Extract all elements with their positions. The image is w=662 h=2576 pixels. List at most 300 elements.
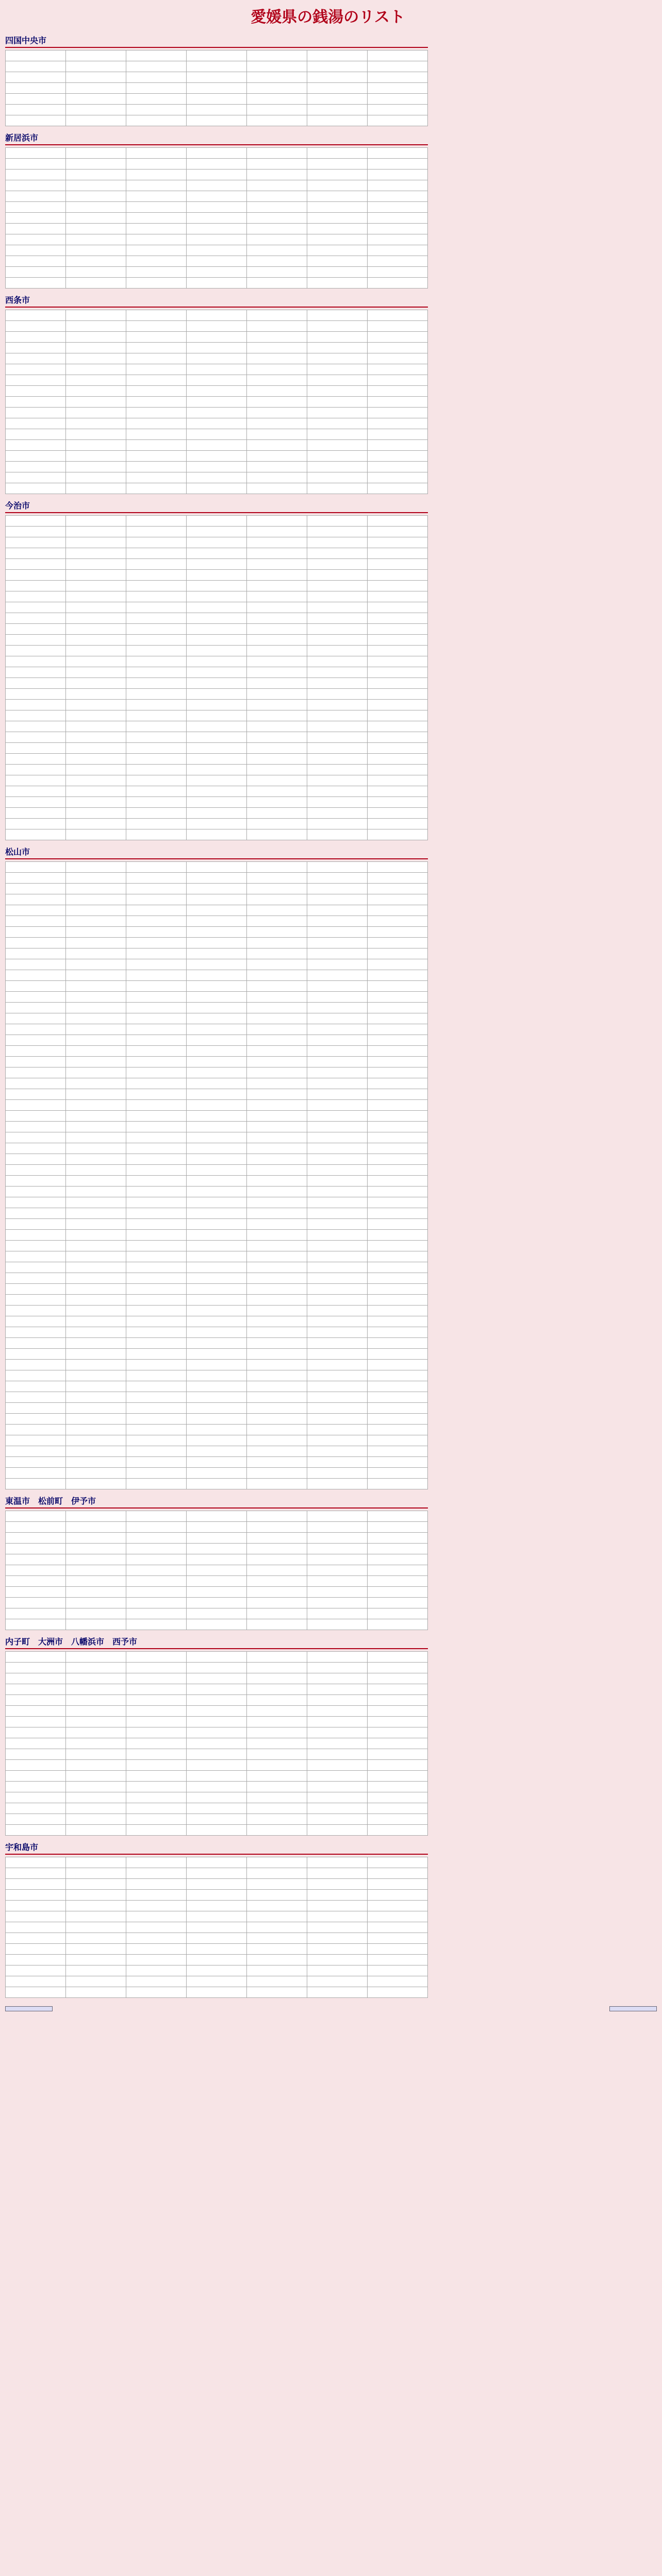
- table-cell: [307, 1987, 368, 1998]
- table-cell: [126, 1522, 187, 1533]
- table-cell: [6, 732, 66, 743]
- table-cell: [307, 94, 368, 105]
- table-cell: [187, 1176, 247, 1187]
- table-cell: [6, 591, 66, 602]
- table-cell: [6, 245, 66, 256]
- table-cell: [187, 927, 247, 938]
- table-cell: [187, 1197, 247, 1208]
- table-cell: [187, 1792, 247, 1803]
- table-cell: [6, 343, 66, 353]
- table-cell: [187, 50, 247, 61]
- table-cell: [187, 451, 247, 462]
- table-row: [6, 1879, 428, 1890]
- table-cell: [247, 256, 307, 267]
- table-cell: [6, 408, 66, 418]
- table-cell: [187, 170, 247, 180]
- table-cell: [6, 1273, 66, 1284]
- table-cell: [187, 1230, 247, 1241]
- table-cell: [247, 1219, 307, 1230]
- table-cell: [368, 1089, 428, 1100]
- table-cell: [187, 1046, 247, 1057]
- table-cell: [368, 1251, 428, 1262]
- table-cell: [187, 224, 247, 234]
- table-cell: [6, 1165, 66, 1176]
- table-cell: [126, 1306, 187, 1316]
- table-row: [6, 1771, 428, 1782]
- table-cell: [66, 408, 126, 418]
- table-cell: [126, 1533, 187, 1544]
- table-cell: [368, 1922, 428, 1933]
- table-cell: [126, 1046, 187, 1057]
- table-cell: [66, 1911, 126, 1922]
- table-cell: [307, 1241, 368, 1251]
- table-cell: [307, 1219, 368, 1230]
- table-cell: [187, 1522, 247, 1533]
- table-cell: [187, 1457, 247, 1468]
- table-cell: [368, 591, 428, 602]
- table-row: [6, 1868, 428, 1879]
- table-cell: [247, 1652, 307, 1663]
- table-row: [6, 1511, 428, 1522]
- table-cell: [66, 1154, 126, 1165]
- table-cell: [247, 418, 307, 429]
- table-cell: [307, 1132, 368, 1143]
- table-cell: [247, 1241, 307, 1251]
- table-cell: [126, 1067, 187, 1078]
- table-cell: [187, 1262, 247, 1273]
- table-cell: [187, 1414, 247, 1425]
- table-cell: [126, 386, 187, 397]
- table-cell: [187, 1024, 247, 1035]
- table-row: [6, 754, 428, 765]
- table-cell: [307, 1176, 368, 1187]
- table-cell: [126, 905, 187, 916]
- table-cell: [368, 1608, 428, 1619]
- table-cell: [6, 1435, 66, 1446]
- table-cell: [368, 1143, 428, 1154]
- table-cell: [307, 667, 368, 678]
- table-cell: [6, 83, 66, 94]
- table-cell: [187, 1435, 247, 1446]
- table-cell: [187, 1965, 247, 1976]
- table-cell: [368, 180, 428, 191]
- table-cell: [307, 700, 368, 710]
- table-cell: [6, 1792, 66, 1803]
- table-cell: [247, 1782, 307, 1792]
- table-cell: [368, 1425, 428, 1435]
- table-cell: [6, 1392, 66, 1403]
- table-cell: [66, 105, 126, 115]
- table-cell: [368, 646, 428, 656]
- table-cell: [126, 1544, 187, 1554]
- table-cell: [247, 180, 307, 191]
- table-cell: [6, 1901, 66, 1911]
- table-cell: [126, 1695, 187, 1706]
- table-cell: [6, 1479, 66, 1489]
- table-cell: [247, 148, 307, 159]
- table-cell: [187, 1273, 247, 1284]
- table-cell: [6, 743, 66, 754]
- table-cell: [6, 710, 66, 721]
- table-cell: [66, 765, 126, 775]
- table-row: [6, 1544, 428, 1554]
- table-cell: [247, 1522, 307, 1533]
- table-cell: [66, 1284, 126, 1295]
- table-cell: [368, 959, 428, 970]
- table-cell: [66, 938, 126, 948]
- table-cell: [307, 1360, 368, 1370]
- table-cell: [368, 440, 428, 451]
- table-cell: [307, 1857, 368, 1868]
- table-row: [6, 732, 428, 743]
- table-cell: [66, 213, 126, 224]
- table-row: [6, 527, 428, 537]
- table-cell: [247, 797, 307, 808]
- table-cell: [368, 1349, 428, 1360]
- table-cell: [247, 646, 307, 656]
- table-cell: [247, 1771, 307, 1782]
- table-row: [6, 1457, 428, 1468]
- table-cell: [6, 1727, 66, 1738]
- table-cell: [66, 1013, 126, 1024]
- table-cell: [368, 191, 428, 202]
- table-cell: [187, 1381, 247, 1392]
- table-cell: [126, 1327, 187, 1338]
- table-cell: [368, 1522, 428, 1533]
- table-cell: [187, 180, 247, 191]
- table-cell: [6, 1176, 66, 1187]
- table-cell: [307, 1576, 368, 1587]
- table-cell: [6, 624, 66, 635]
- table-cell: [307, 1003, 368, 1013]
- table-cell: [368, 1868, 428, 1879]
- table-cell: [6, 72, 66, 83]
- table-cell: [247, 1165, 307, 1176]
- table-row: [6, 678, 428, 689]
- table-cell: [6, 1576, 66, 1587]
- table-row: [6, 1165, 428, 1176]
- table-cell: [6, 1533, 66, 1544]
- table-cell: [368, 635, 428, 646]
- table-cell: [6, 191, 66, 202]
- table-cell: [6, 548, 66, 559]
- table-cell: [6, 948, 66, 959]
- table-cell: [368, 1035, 428, 1046]
- table-cell: [126, 202, 187, 213]
- table-row: [6, 1197, 428, 1208]
- table-cell: [126, 862, 187, 873]
- table-cell: [307, 1554, 368, 1565]
- table-row: [6, 775, 428, 786]
- table-cell: [6, 1922, 66, 1933]
- table-cell: [368, 1111, 428, 1122]
- table-cell: [307, 591, 368, 602]
- table-cell: [247, 754, 307, 765]
- table-cell: [6, 213, 66, 224]
- table-cell: [368, 375, 428, 386]
- table-cell: [187, 905, 247, 916]
- table-row: [6, 1381, 428, 1392]
- table-cell: [187, 1944, 247, 1955]
- table-cell: [126, 1825, 187, 1836]
- table-cell: [187, 602, 247, 613]
- table-cell: [66, 1479, 126, 1489]
- table-row: [6, 1284, 428, 1295]
- table-cell: [307, 1976, 368, 1987]
- table-cell: [126, 970, 187, 981]
- table-cell: [187, 667, 247, 678]
- table-cell: [368, 1273, 428, 1284]
- table-cell: [6, 1003, 66, 1013]
- table-cell: [307, 1262, 368, 1273]
- table-cell: [6, 1976, 66, 1987]
- table-row: [6, 1425, 428, 1435]
- table-cell: [187, 948, 247, 959]
- table-cell: [126, 1479, 187, 1489]
- table-cell: [126, 1295, 187, 1306]
- table-cell: [368, 938, 428, 948]
- table-cell: [66, 483, 126, 494]
- table-cell: [126, 743, 187, 754]
- table-cell: [187, 1035, 247, 1046]
- table-cell: [126, 667, 187, 678]
- table-cell: [247, 721, 307, 732]
- table-cell: [126, 1078, 187, 1089]
- table-cell: [66, 256, 126, 267]
- table-cell: [368, 1803, 428, 1814]
- table-cell: [368, 1024, 428, 1035]
- table-cell: [368, 678, 428, 689]
- table-cell: [66, 581, 126, 591]
- table-cell: [126, 94, 187, 105]
- table-cell: [66, 1792, 126, 1803]
- table-cell: [66, 1273, 126, 1284]
- table-cell: [6, 635, 66, 646]
- table-cell: [187, 1208, 247, 1219]
- table-cell: [247, 1262, 307, 1273]
- table-cell: [126, 548, 187, 559]
- table-cell: [307, 559, 368, 570]
- table-cell: [66, 1522, 126, 1533]
- table-cell: [66, 829, 126, 840]
- table-cell: [187, 1987, 247, 1998]
- table-cell: [187, 343, 247, 353]
- table-cell: [187, 1576, 247, 1587]
- table-row: [6, 1717, 428, 1727]
- table-cell: [247, 191, 307, 202]
- table-row: [6, 1987, 428, 1998]
- table-cell: [307, 786, 368, 797]
- table-cell: [368, 1511, 428, 1522]
- table-row: [6, 581, 428, 591]
- table-cell: [66, 948, 126, 959]
- table-cell: [66, 159, 126, 170]
- table-row: [6, 1230, 428, 1241]
- table-cell: [66, 170, 126, 180]
- table-cell: [66, 1392, 126, 1403]
- table-cell: [126, 1230, 187, 1241]
- table-cell: [126, 1749, 187, 1760]
- table-cell: [126, 1738, 187, 1749]
- table-cell: [307, 905, 368, 916]
- table-row: [6, 1554, 428, 1565]
- table-cell: [247, 624, 307, 635]
- back-button[interactable]: [5, 2006, 53, 2011]
- table-cell: [6, 483, 66, 494]
- table-cell: [368, 1901, 428, 1911]
- table-cell: [126, 321, 187, 332]
- table-cell: [66, 1338, 126, 1349]
- table-row: [6, 451, 428, 462]
- table-cell: [368, 1262, 428, 1273]
- table-cell: [6, 1035, 66, 1046]
- table-cell: [247, 1457, 307, 1468]
- table-cell: [368, 948, 428, 959]
- table-cell: [6, 61, 66, 72]
- table-cell: [66, 613, 126, 624]
- area-heading: 松山市: [5, 845, 428, 859]
- table-cell: [66, 1554, 126, 1565]
- table-cell: [126, 819, 187, 829]
- table-row: [6, 646, 428, 656]
- table-cell: [6, 797, 66, 808]
- table-cell: [368, 483, 428, 494]
- table-cell: [66, 1814, 126, 1825]
- table-row: [6, 613, 428, 624]
- table-cell: [126, 894, 187, 905]
- table-cell: [307, 1165, 368, 1176]
- table-cell: [247, 581, 307, 591]
- table-cell: [247, 1295, 307, 1306]
- table-cell: [307, 1078, 368, 1089]
- table-row: [6, 548, 428, 559]
- table-cell: [6, 1078, 66, 1089]
- table-cell: [187, 1089, 247, 1100]
- table-cell: [187, 191, 247, 202]
- table-cell: [307, 1803, 368, 1814]
- table-cell: [187, 819, 247, 829]
- table-cell: [66, 775, 126, 786]
- table-cell: [187, 1749, 247, 1760]
- table-cell: [66, 678, 126, 689]
- table-cell: [307, 689, 368, 700]
- table-cell: [368, 1295, 428, 1306]
- table-row: [6, 1067, 428, 1078]
- table-row: [6, 397, 428, 408]
- table-cell: [187, 678, 247, 689]
- table-cell: [187, 1684, 247, 1695]
- table-cell: [307, 1392, 368, 1403]
- table-cell: [6, 1782, 66, 1792]
- table-cell: [187, 278, 247, 289]
- table-cell: [187, 1165, 247, 1176]
- table-cell: [247, 894, 307, 905]
- table-cell: [66, 1576, 126, 1587]
- table-cell: [307, 981, 368, 992]
- table-row: [6, 1933, 428, 1944]
- table-cell: [307, 1598, 368, 1608]
- table-cell: [307, 72, 368, 83]
- table-cell: [368, 1544, 428, 1554]
- table-cell: [368, 537, 428, 548]
- table-cell: [66, 386, 126, 397]
- table-cell: [368, 1533, 428, 1544]
- table-cell: [187, 1706, 247, 1717]
- table-cell: [368, 905, 428, 916]
- table-cell: [126, 765, 187, 775]
- table-cell: [126, 234, 187, 245]
- table-cell: [187, 1544, 247, 1554]
- table-row: [6, 1154, 428, 1165]
- table-cell: [247, 862, 307, 873]
- table-cell: [247, 548, 307, 559]
- table-cell: [66, 1749, 126, 1760]
- table-cell: [247, 591, 307, 602]
- table-cell: [187, 635, 247, 646]
- table-cell: [6, 667, 66, 678]
- table-cell: [126, 61, 187, 72]
- table-cell: [6, 765, 66, 775]
- table-cell: [6, 1132, 66, 1143]
- table-row: [6, 1911, 428, 1922]
- table-cell: [368, 1717, 428, 1727]
- table-cell: [247, 1868, 307, 1879]
- table-cell: [6, 1825, 66, 1836]
- table-cell: [368, 1619, 428, 1630]
- table-cell: [307, 1100, 368, 1111]
- table-cell: [66, 862, 126, 873]
- table-cell: [307, 1868, 368, 1879]
- table-cell: [368, 1825, 428, 1836]
- table-cell: [126, 1176, 187, 1187]
- table-row: [6, 1479, 428, 1489]
- table-cell: [307, 602, 368, 613]
- table-cell: [368, 1879, 428, 1890]
- table-cell: [368, 1598, 428, 1608]
- table-cell: [368, 927, 428, 938]
- table-cell: [66, 1187, 126, 1197]
- table-row: [6, 1749, 428, 1760]
- table-cell: [307, 429, 368, 440]
- table-cell: [126, 1944, 187, 1955]
- table-cell: [6, 1879, 66, 1890]
- table-cell: [247, 1890, 307, 1901]
- table-cell: [247, 1684, 307, 1695]
- table-cell: [307, 1046, 368, 1057]
- table-cell: [247, 1814, 307, 1825]
- home-button[interactable]: [609, 2006, 657, 2011]
- table-cell: [247, 353, 307, 364]
- table-cell: [187, 1241, 247, 1251]
- table-cell: [66, 548, 126, 559]
- table-cell: [66, 1208, 126, 1219]
- table-row: [6, 1435, 428, 1446]
- table-cell: [368, 1219, 428, 1230]
- table-cell: [126, 1132, 187, 1143]
- table-cell: [247, 1154, 307, 1165]
- table-cell: [187, 1695, 247, 1706]
- table-cell: [307, 1435, 368, 1446]
- table-cell: [368, 516, 428, 527]
- table-cell: [6, 1197, 66, 1208]
- table-row: [6, 905, 428, 916]
- table-cell: [307, 1663, 368, 1673]
- table-cell: [66, 1165, 126, 1176]
- table-cell: [247, 765, 307, 775]
- table-cell: [187, 1955, 247, 1965]
- table-cell: [368, 786, 428, 797]
- table-row: [6, 440, 428, 451]
